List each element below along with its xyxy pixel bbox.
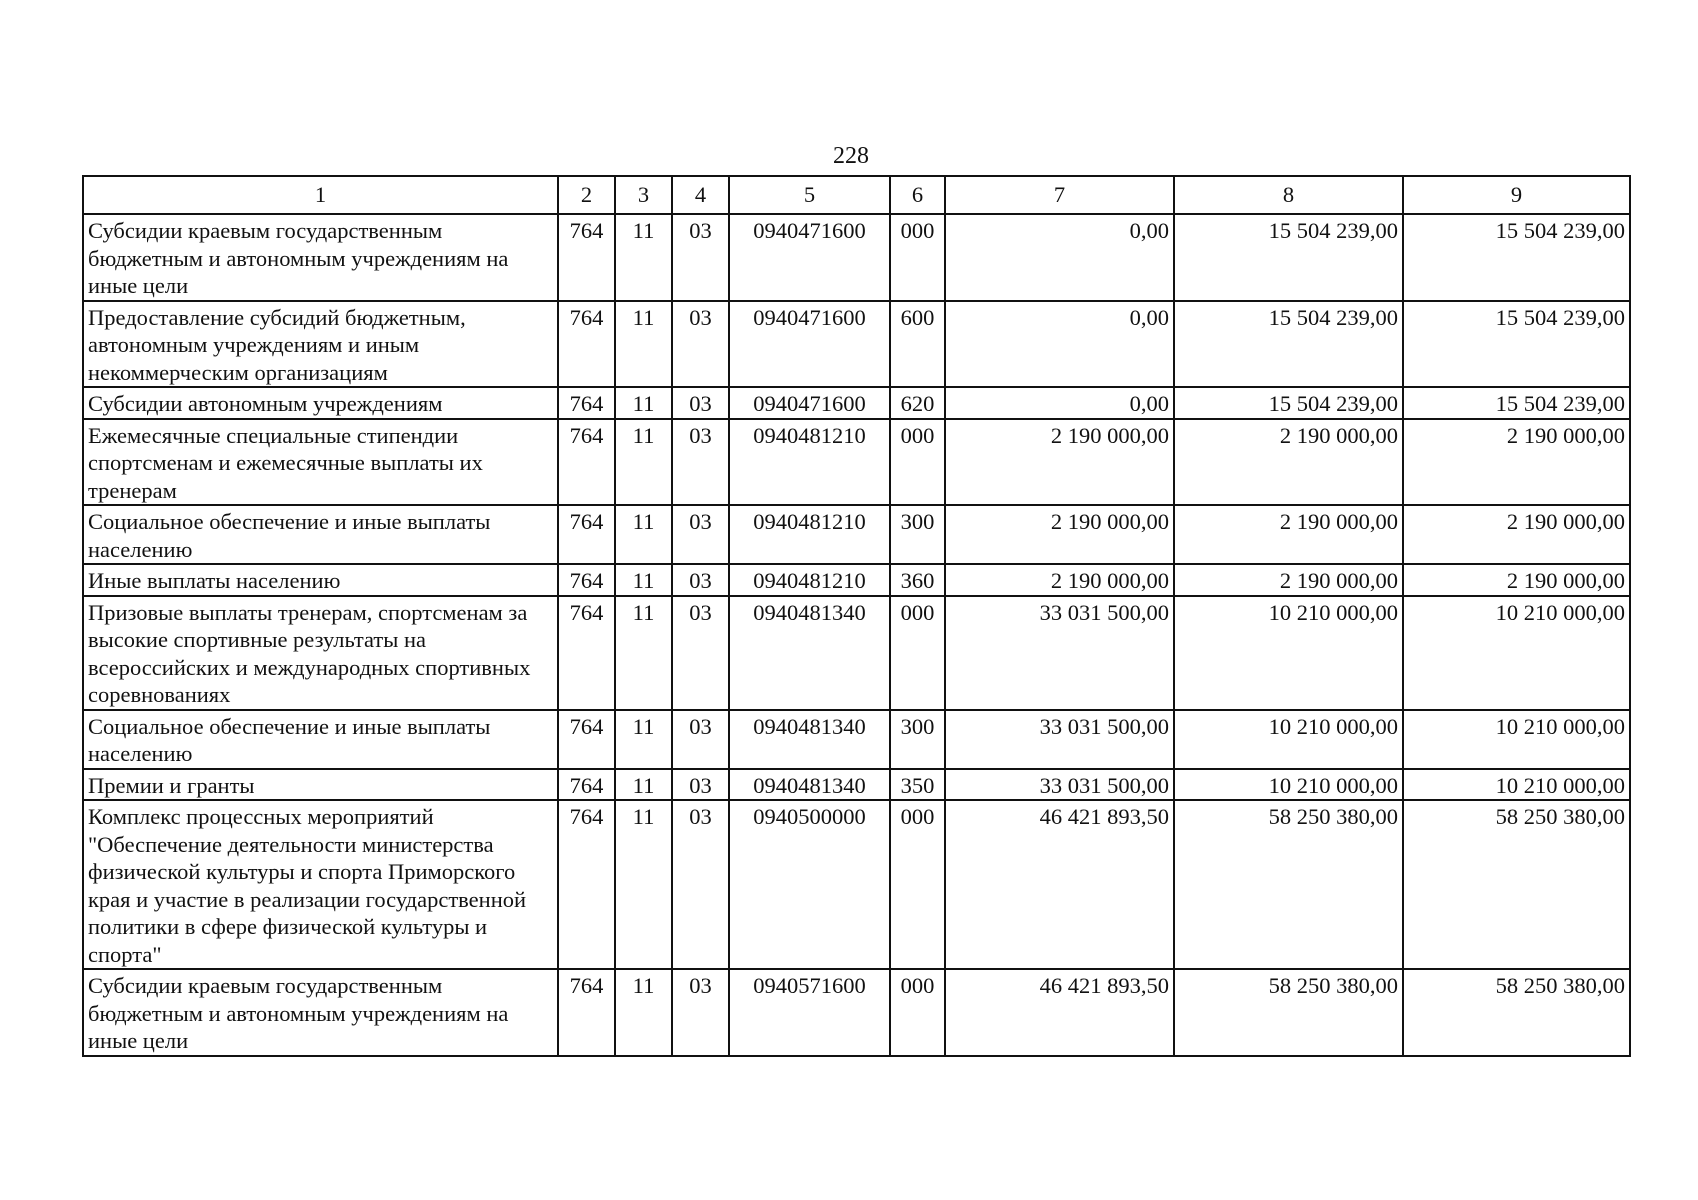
subsection2-code: 03 — [672, 301, 729, 388]
subsection-code: 11 — [615, 301, 672, 388]
target-code: 0940481210 — [729, 564, 890, 596]
amount-col7: 2 190 000,00 — [945, 419, 1174, 506]
table-row — [83, 769, 1630, 801]
expense-type-code: 300 — [890, 505, 945, 564]
budget-table — [82, 175, 1631, 1057]
amount-col9: 2 190 000,00 — [1403, 505, 1630, 564]
table-row — [83, 800, 1630, 969]
amount-col9: 10 210 000,00 — [1403, 596, 1630, 710]
amount-col9: 15 504 239,00 — [1403, 214, 1630, 301]
amount-col7: 33 031 500,00 — [945, 769, 1174, 801]
table-row — [83, 214, 1630, 301]
expense-type-code: 600 — [890, 301, 945, 388]
row-name: Комплекс процессных мероприятий "Обеспечение деятельности министерства физической культуры и спорта Приморского края и участие в реализации государственной политики в сфере физической культуры и спорта" — [83, 800, 558, 969]
subsection2-code: 03 — [672, 387, 729, 419]
column-header: 8 — [1174, 176, 1403, 214]
subsection2-code: 03 — [672, 419, 729, 506]
header-row — [83, 176, 1630, 214]
row-name: Субсидии краевым государственным бюджетным и автономным учреждениям на иные цели — [83, 214, 558, 301]
column-header: 9 — [1403, 176, 1630, 214]
subsection-code: 11 — [615, 564, 672, 596]
amount-col8: 2 190 000,00 — [1174, 505, 1403, 564]
table-row — [83, 596, 1630, 710]
subsection2-code: 03 — [672, 710, 729, 769]
amount-col9: 10 210 000,00 — [1403, 769, 1630, 801]
section-code: 764 — [558, 596, 615, 710]
column-header: 2 — [558, 176, 615, 214]
subsection-code: 11 — [615, 769, 672, 801]
amount-col7: 46 421 893,50 — [945, 800, 1174, 969]
amount-col8: 15 504 239,00 — [1174, 387, 1403, 419]
amount-col7: 46 421 893,50 — [945, 969, 1174, 1056]
row-name: Социальное обеспечение и иные выплаты населению — [83, 710, 558, 769]
table-row — [83, 301, 1630, 388]
table-row — [83, 969, 1630, 1056]
target-code: 0940481340 — [729, 710, 890, 769]
expense-type-code: 000 — [890, 800, 945, 969]
target-code: 0940481340 — [729, 596, 890, 710]
subsection-code: 11 — [615, 596, 672, 710]
amount-col9: 15 504 239,00 — [1403, 387, 1630, 419]
amount-col7: 0,00 — [945, 214, 1174, 301]
subsection2-code: 03 — [672, 214, 729, 301]
section-code: 764 — [558, 769, 615, 801]
table-row — [83, 419, 1630, 506]
amount-col8: 10 210 000,00 — [1174, 769, 1403, 801]
target-code: 0940481210 — [729, 505, 890, 564]
expense-type-code: 000 — [890, 214, 945, 301]
amount-col7: 33 031 500,00 — [945, 596, 1174, 710]
row-name: Призовые выплаты тренерам, спортсменам за высокие спортивные результаты на всероссийских и международных спортивных соревнованиях — [83, 596, 558, 710]
target-code: 0940481210 — [729, 419, 890, 506]
subsection2-code: 03 — [672, 800, 729, 969]
amount-col9: 58 250 380,00 — [1403, 969, 1630, 1056]
amount-col7: 0,00 — [945, 387, 1174, 419]
amount-col7: 0,00 — [945, 301, 1174, 388]
row-name: Предоставление субсидий бюджетным, автономным учреждениям и иным некоммерческим организациям — [83, 301, 558, 388]
section-code: 764 — [558, 419, 615, 506]
amount-col8: 15 504 239,00 — [1174, 214, 1403, 301]
amount-col8: 2 190 000,00 — [1174, 564, 1403, 596]
column-header: 6 — [890, 176, 945, 214]
amount-col9: 15 504 239,00 — [1403, 301, 1630, 388]
target-code: 0940471600 — [729, 301, 890, 388]
column-header: 5 — [729, 176, 890, 214]
subsection-code: 11 — [615, 969, 672, 1056]
column-header: 7 — [945, 176, 1174, 214]
amount-col8: 10 210 000,00 — [1174, 710, 1403, 769]
subsection-code: 11 — [615, 387, 672, 419]
amount-col7: 33 031 500,00 — [945, 710, 1174, 769]
row-name: Социальное обеспечение и иные выплаты населению — [83, 505, 558, 564]
subsection2-code: 03 — [672, 564, 729, 596]
section-code: 764 — [558, 564, 615, 596]
target-code: 0940500000 — [729, 800, 890, 969]
subsection-code: 11 — [615, 419, 672, 506]
column-header: 3 — [615, 176, 672, 214]
amount-col7: 2 190 000,00 — [945, 564, 1174, 596]
amount-col9: 2 190 000,00 — [1403, 419, 1630, 506]
expense-type-code: 000 — [890, 596, 945, 710]
expense-type-code: 300 — [890, 710, 945, 769]
amount-col8: 15 504 239,00 — [1174, 301, 1403, 388]
table-row — [83, 564, 1630, 596]
subsection-code: 11 — [615, 505, 672, 564]
expense-type-code: 000 — [890, 969, 945, 1056]
table-row — [83, 505, 1630, 564]
row-name: Премии и гранты — [83, 769, 558, 801]
section-code: 764 — [558, 710, 615, 769]
page-number: 228 — [833, 143, 869, 169]
row-name: Субсидии автономным учреждениям — [83, 387, 558, 419]
column-header: 1 — [83, 176, 558, 214]
subsection-code: 11 — [615, 214, 672, 301]
amount-col9: 2 190 000,00 — [1403, 564, 1630, 596]
subsection2-code: 03 — [672, 969, 729, 1056]
section-code: 764 — [558, 969, 615, 1056]
amount-col8: 58 250 380,00 — [1174, 800, 1403, 969]
expense-type-code: 350 — [890, 769, 945, 801]
subsection2-code: 03 — [672, 769, 729, 801]
subsection2-code: 03 — [672, 596, 729, 710]
section-code: 764 — [558, 800, 615, 969]
amount-col9: 10 210 000,00 — [1403, 710, 1630, 769]
amount-col8: 58 250 380,00 — [1174, 969, 1403, 1056]
expense-type-code: 620 — [890, 387, 945, 419]
subsection-code: 11 — [615, 800, 672, 969]
amount-col8: 10 210 000,00 — [1174, 596, 1403, 710]
section-code: 764 — [558, 387, 615, 419]
table-row — [83, 387, 1630, 419]
section-code: 764 — [558, 214, 615, 301]
expense-type-code: 000 — [890, 419, 945, 506]
section-code: 764 — [558, 505, 615, 564]
target-code: 0940471600 — [729, 214, 890, 301]
subsection2-code: 03 — [672, 505, 729, 564]
target-code: 0940571600 — [729, 969, 890, 1056]
amount-col9: 58 250 380,00 — [1403, 800, 1630, 969]
row-name: Субсидии краевым государственным бюджетным и автономным учреждениям на иные цели — [83, 969, 558, 1056]
target-code: 0940481340 — [729, 769, 890, 801]
target-code: 0940471600 — [729, 387, 890, 419]
amount-col7: 2 190 000,00 — [945, 505, 1174, 564]
table-row — [83, 710, 1630, 769]
expense-type-code: 360 — [890, 564, 945, 596]
column-header: 4 — [672, 176, 729, 214]
row-name: Ежемесячные специальные стипендии спортсменам и ежемесячные выплаты их тренерам — [83, 419, 558, 506]
section-code: 764 — [558, 301, 615, 388]
amount-col8: 2 190 000,00 — [1174, 419, 1403, 506]
row-name: Иные выплаты населению — [83, 564, 558, 596]
subsection-code: 11 — [615, 710, 672, 769]
